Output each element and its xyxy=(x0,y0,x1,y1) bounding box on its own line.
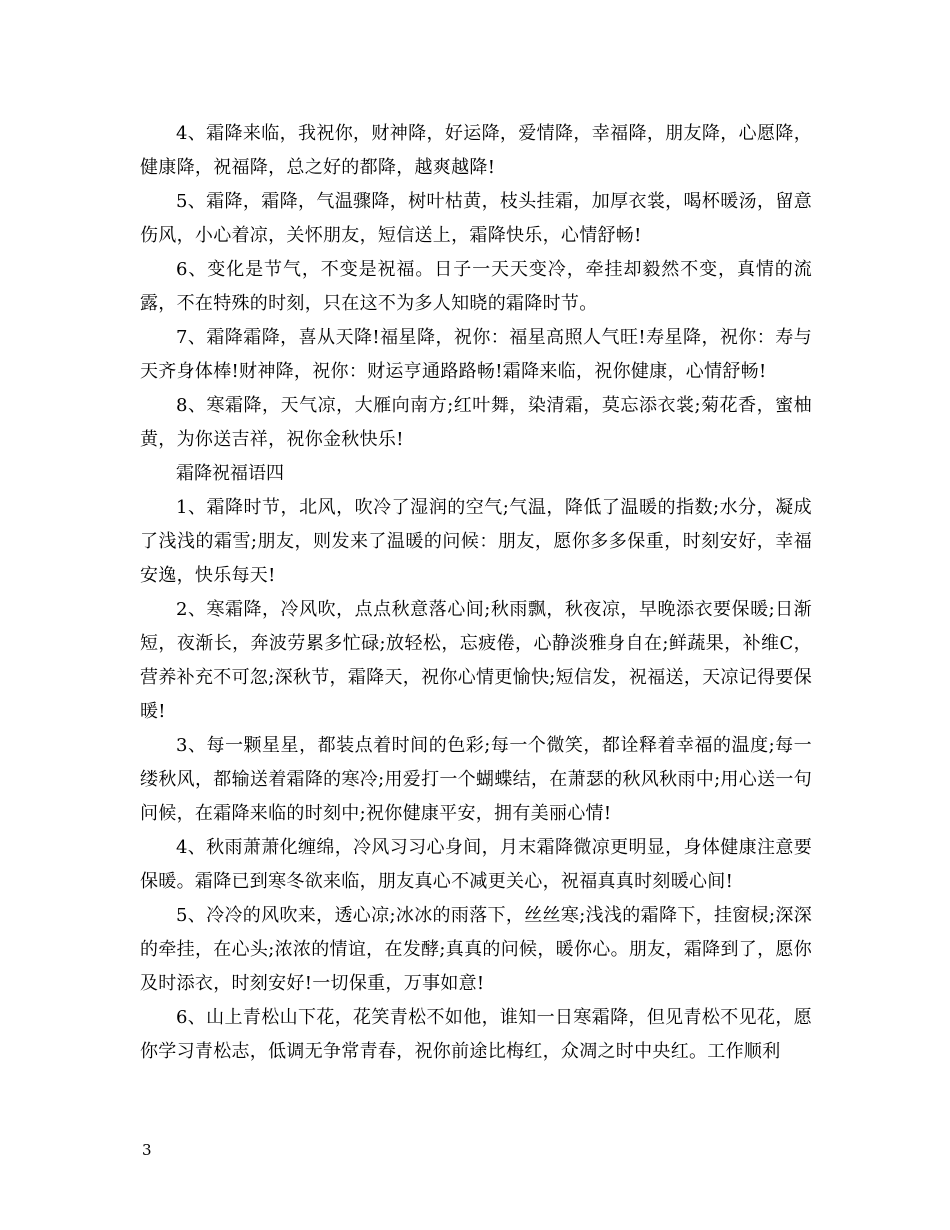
section-heading: 霜降祝福语四 xyxy=(176,463,284,484)
paragraph: 4、霜降来临，我祝你，财神降，好运降，爱情降，幸福降，朋友降，心愿降，健康降，祝福降，总之好的都降，越爽越降! xyxy=(140,123,812,178)
paragraph: 2、寒霜降，冷风吹，点点秋意落心间;秋雨飘，秋夜凉，早晚添衣要保暖;日渐短，夜渐长，奔波劳累多忙碌;放轻松，忘疲倦，心静淡雅身自在;鲜蔬果，补维C，营养补充不可忽;深秋节，霜降天，祝你心情更愉快;短信发，祝福送，天凉记得要保暖! xyxy=(140,599,812,722)
paragraph: 4、秋雨萧萧化缠绵，冷风习习心身间，月末霜降微凉更明显，身体健康注意要保暖。霜降已到寒冬欲来临，朋友真心不减更关心，祝福真真时刻暖心间! xyxy=(140,837,812,892)
paragraph: 5、霜降，霜降，气温骤降，树叶枯黄，枝头挂霜，加厚衣裳，喝杯暖汤，留意伤风，小心着凉，关怀朋友，短信送上，霜降快乐，心情舒畅! xyxy=(140,191,812,246)
paragraph: 6、变化是节气，不变是祝福。日子一天天变冷，牵挂却毅然不变，真情的流露，不在特殊的时刻，只在这不为多人知晓的霜降时节。 xyxy=(140,259,812,314)
paragraph: 1、霜降时节，北风，吹冷了湿润的空气;气温，降低了温暖的指数;水分，凝成了浅浅的霜雪;朋友，则发来了温暖的问候：朋友，愿你多多保重，时刻安好，幸福安逸，快乐每天! xyxy=(140,497,812,586)
page-number: 3 xyxy=(142,1141,152,1159)
paragraph: 7、霜降霜降，喜从天降!福星降，祝你：福星高照人气旺!寿星降，祝你：寿与天齐身体棒!财神降，祝你：财运亨通路路畅!霜降来临，祝你健康，心情舒畅! xyxy=(140,327,812,382)
document-body xyxy=(140,117,812,1069)
paragraph: 5、冷冷的风吹来，透心凉;冰冰的雨落下，丝丝寒;浅浅的霜降下，挂窗棂;深深的牵挂，在心头;浓浓的情谊，在发酵;真真的问候，暖你心。朋友，霜降到了，愿你及时添衣，时刻安好!一切保重，万事如意! xyxy=(140,905,812,994)
paragraph: 3、每一颗星星，都装点着时间的色彩;每一个微笑，都诠释着幸福的温度;每一缕秋风，都输送着霜降的寒冷;用爱打一个蝴蝶结，在萧瑟的秋风秋雨中;用心送一句问候，在霜降来临的时刻中;祝你健康平安，拥有美丽心情! xyxy=(140,735,812,824)
paragraph: 8、寒霜降，天气凉，大雁向南方;红叶舞，染清霜，莫忘添衣裳;菊花香，蜜柚黄，为你送吉祥，祝你金秋快乐! xyxy=(140,395,812,450)
paragraph: 6、山上青松山下花，花笑青松不如他，谁知一日寒霜降，但见青松不见花，愿你学习青松志，低调无争常青春，祝你前途比梅红，众凋之时中央红。工作顺利 xyxy=(140,1007,812,1062)
